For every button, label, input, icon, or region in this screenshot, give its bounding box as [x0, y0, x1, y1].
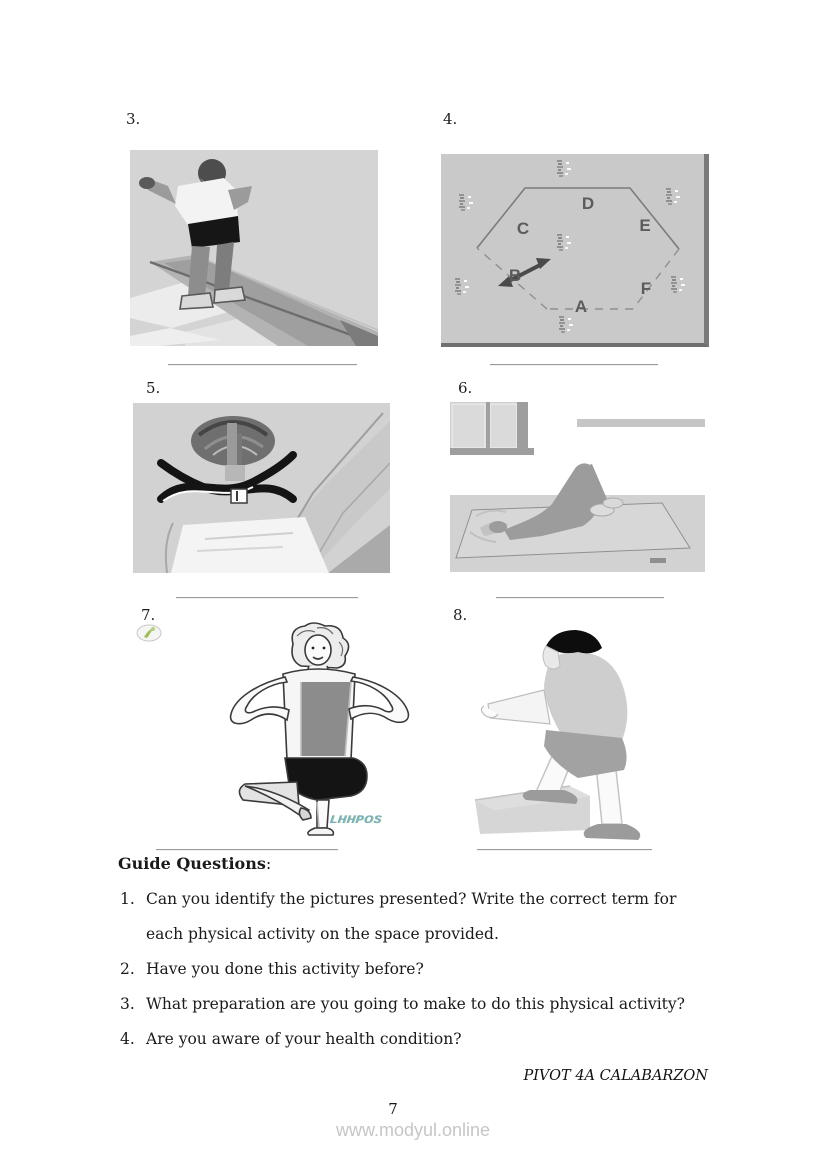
hex-letter-d: D — [581, 194, 595, 213]
hex-letter-f: F — [640, 279, 652, 298]
hex-letter-e: E — [639, 216, 651, 235]
item-7-number: 7. — [141, 606, 156, 624]
item-3-number: 3. — [126, 110, 141, 128]
hex-letter-b: B — [508, 266, 522, 285]
answer-blank-8[interactable]: _________________________ — [477, 835, 652, 851]
answer-blank-4[interactable]: ________________________ — [490, 350, 658, 366]
answer-blank-6[interactable]: ________________________ — [496, 583, 664, 599]
question-number: 4. — [120, 1030, 135, 1048]
question-text: What preparation are you going to make to do this physical activity? — [146, 995, 685, 1013]
question-text: Are you aware of your health condition? — [146, 1030, 462, 1048]
jump-figure-glyph — [557, 160, 571, 177]
question-text: Can you identify the pictures presented? Write the correct term for each physical activity on the space provided. — [146, 890, 677, 943]
picture-curl-up — [133, 403, 390, 573]
jump-figure-glyph — [666, 188, 680, 205]
guide-question-2 — [120, 952, 760, 987]
hex-letter-a: A — [574, 297, 588, 316]
runner-logo-icon — [136, 624, 162, 642]
question-number: 2. — [120, 960, 135, 978]
jump-figure-glyph — [671, 276, 685, 293]
item-6-number: 6. — [458, 379, 473, 397]
item-4-number: 4. — [443, 110, 458, 128]
question-number: 3. — [120, 995, 135, 1013]
guide-questions-colon: : — [265, 854, 272, 873]
direction-arrow — [498, 258, 551, 287]
question-text: Have you done this activity before? — [146, 960, 424, 978]
guide-question-4 — [120, 1022, 760, 1057]
guide-questions-list — [120, 882, 760, 1057]
picture-standing-long-jump — [130, 150, 378, 346]
answer-blank-7[interactable]: __________________________ — [156, 835, 338, 851]
image-watermark-text: LHHPOS — [329, 814, 383, 826]
item-8-number: 8. — [453, 606, 468, 624]
picture-one-leg-balance — [205, 622, 435, 838]
footer-brand: PIVOT 4A CALABARZON — [523, 1068, 708, 1084]
step-up-figure — [475, 630, 640, 840]
window — [450, 402, 534, 455]
guide-question-3 — [120, 987, 760, 1022]
question-number: 1. — [120, 890, 135, 908]
balance-figure — [231, 623, 409, 835]
answer-blank-3[interactable]: ___________________________ — [168, 350, 357, 366]
jump-figure-glyph — [459, 194, 473, 211]
jump-figure-glyph — [557, 234, 571, 251]
item-5-number: 5. — [146, 379, 161, 397]
hex-letter-c: C — [516, 219, 530, 238]
guide-questions-title: Guide Questions — [118, 854, 266, 873]
picture-box-step-up — [470, 628, 655, 844]
page-number: 7 — [388, 1100, 398, 1118]
answer-blank-5[interactable]: __________________________ — [176, 583, 358, 599]
guide-question-1 — [120, 882, 760, 952]
site-watermark: www.modyul.online — [335, 1120, 491, 1140]
guide-questions-heading — [118, 854, 271, 873]
picture-hexagon-agility-diagram — [441, 154, 709, 347]
jump-figure-glyph — [455, 278, 469, 295]
shelf-bar — [577, 419, 705, 427]
picture-bridging-exercise — [450, 400, 707, 578]
jump-figure-glyph — [559, 316, 573, 333]
